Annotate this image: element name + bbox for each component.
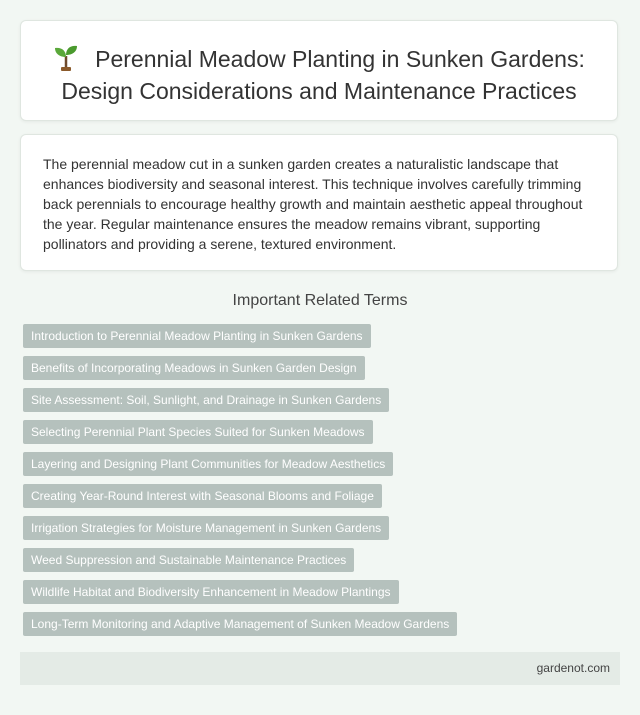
related-term-tag[interactable]: Selecting Perennial Plant Species Suited for Sunken Meadows bbox=[23, 420, 373, 444]
related-terms-heading: Important Related Terms bbox=[232, 292, 408, 309]
related-term-tag[interactable]: Benefits of Incorporating Meadows in Sunken Garden Design bbox=[23, 356, 365, 380]
related-term-tag[interactable]: Site Assessment: Soil, Sunlight, and Drainage in Sunken Gardens bbox=[23, 388, 389, 412]
related-terms-list bbox=[23, 324, 457, 644]
related-term-tag[interactable]: Creating Year-Round Interest with Seasonal Blooms and Foliage bbox=[23, 484, 382, 508]
title-card bbox=[20, 20, 618, 121]
intro-card bbox=[20, 134, 618, 271]
page-title-text: Perennial Meadow Planting in Sunken Gardens: Design Considerations and Maintenance Practices bbox=[61, 46, 585, 104]
related-term-tag[interactable]: Irrigation Strategies for Moisture Management in Sunken Gardens bbox=[23, 516, 389, 540]
related-term-tag[interactable]: Long-Term Monitoring and Adaptive Management of Sunken Meadow Gardens bbox=[23, 612, 457, 636]
intro-paragraph: The perennial meadow cut in a sunken garden creates a naturalistic landscape that enhances biodiversity and seasonal interest. This technique involves carefully trimming back perennials to encourage healthy growth and maintain aesthetic appeal throughout the year. Regular maintenance ensures the meadow remains vibrant, supporting pollinators and providing a serene, textured environment. bbox=[43, 156, 583, 252]
footer-site-link[interactable]: gardenot.com bbox=[536, 661, 610, 675]
related-term-tag[interactable]: Introduction to Perennial Meadow Planting in Sunken Gardens bbox=[23, 324, 371, 348]
related-term-tag[interactable]: Layering and Designing Plant Communities for Meadow Aesthetics bbox=[23, 452, 393, 476]
footer bbox=[20, 652, 620, 685]
related-term-tag[interactable]: Wildlife Habitat and Biodiversity Enhancement in Meadow Plantings bbox=[23, 580, 399, 604]
seedling-icon bbox=[53, 43, 79, 71]
page-title bbox=[21, 21, 617, 107]
related-term-tag[interactable]: Weed Suppression and Sustainable Maintenance Practices bbox=[23, 548, 354, 572]
